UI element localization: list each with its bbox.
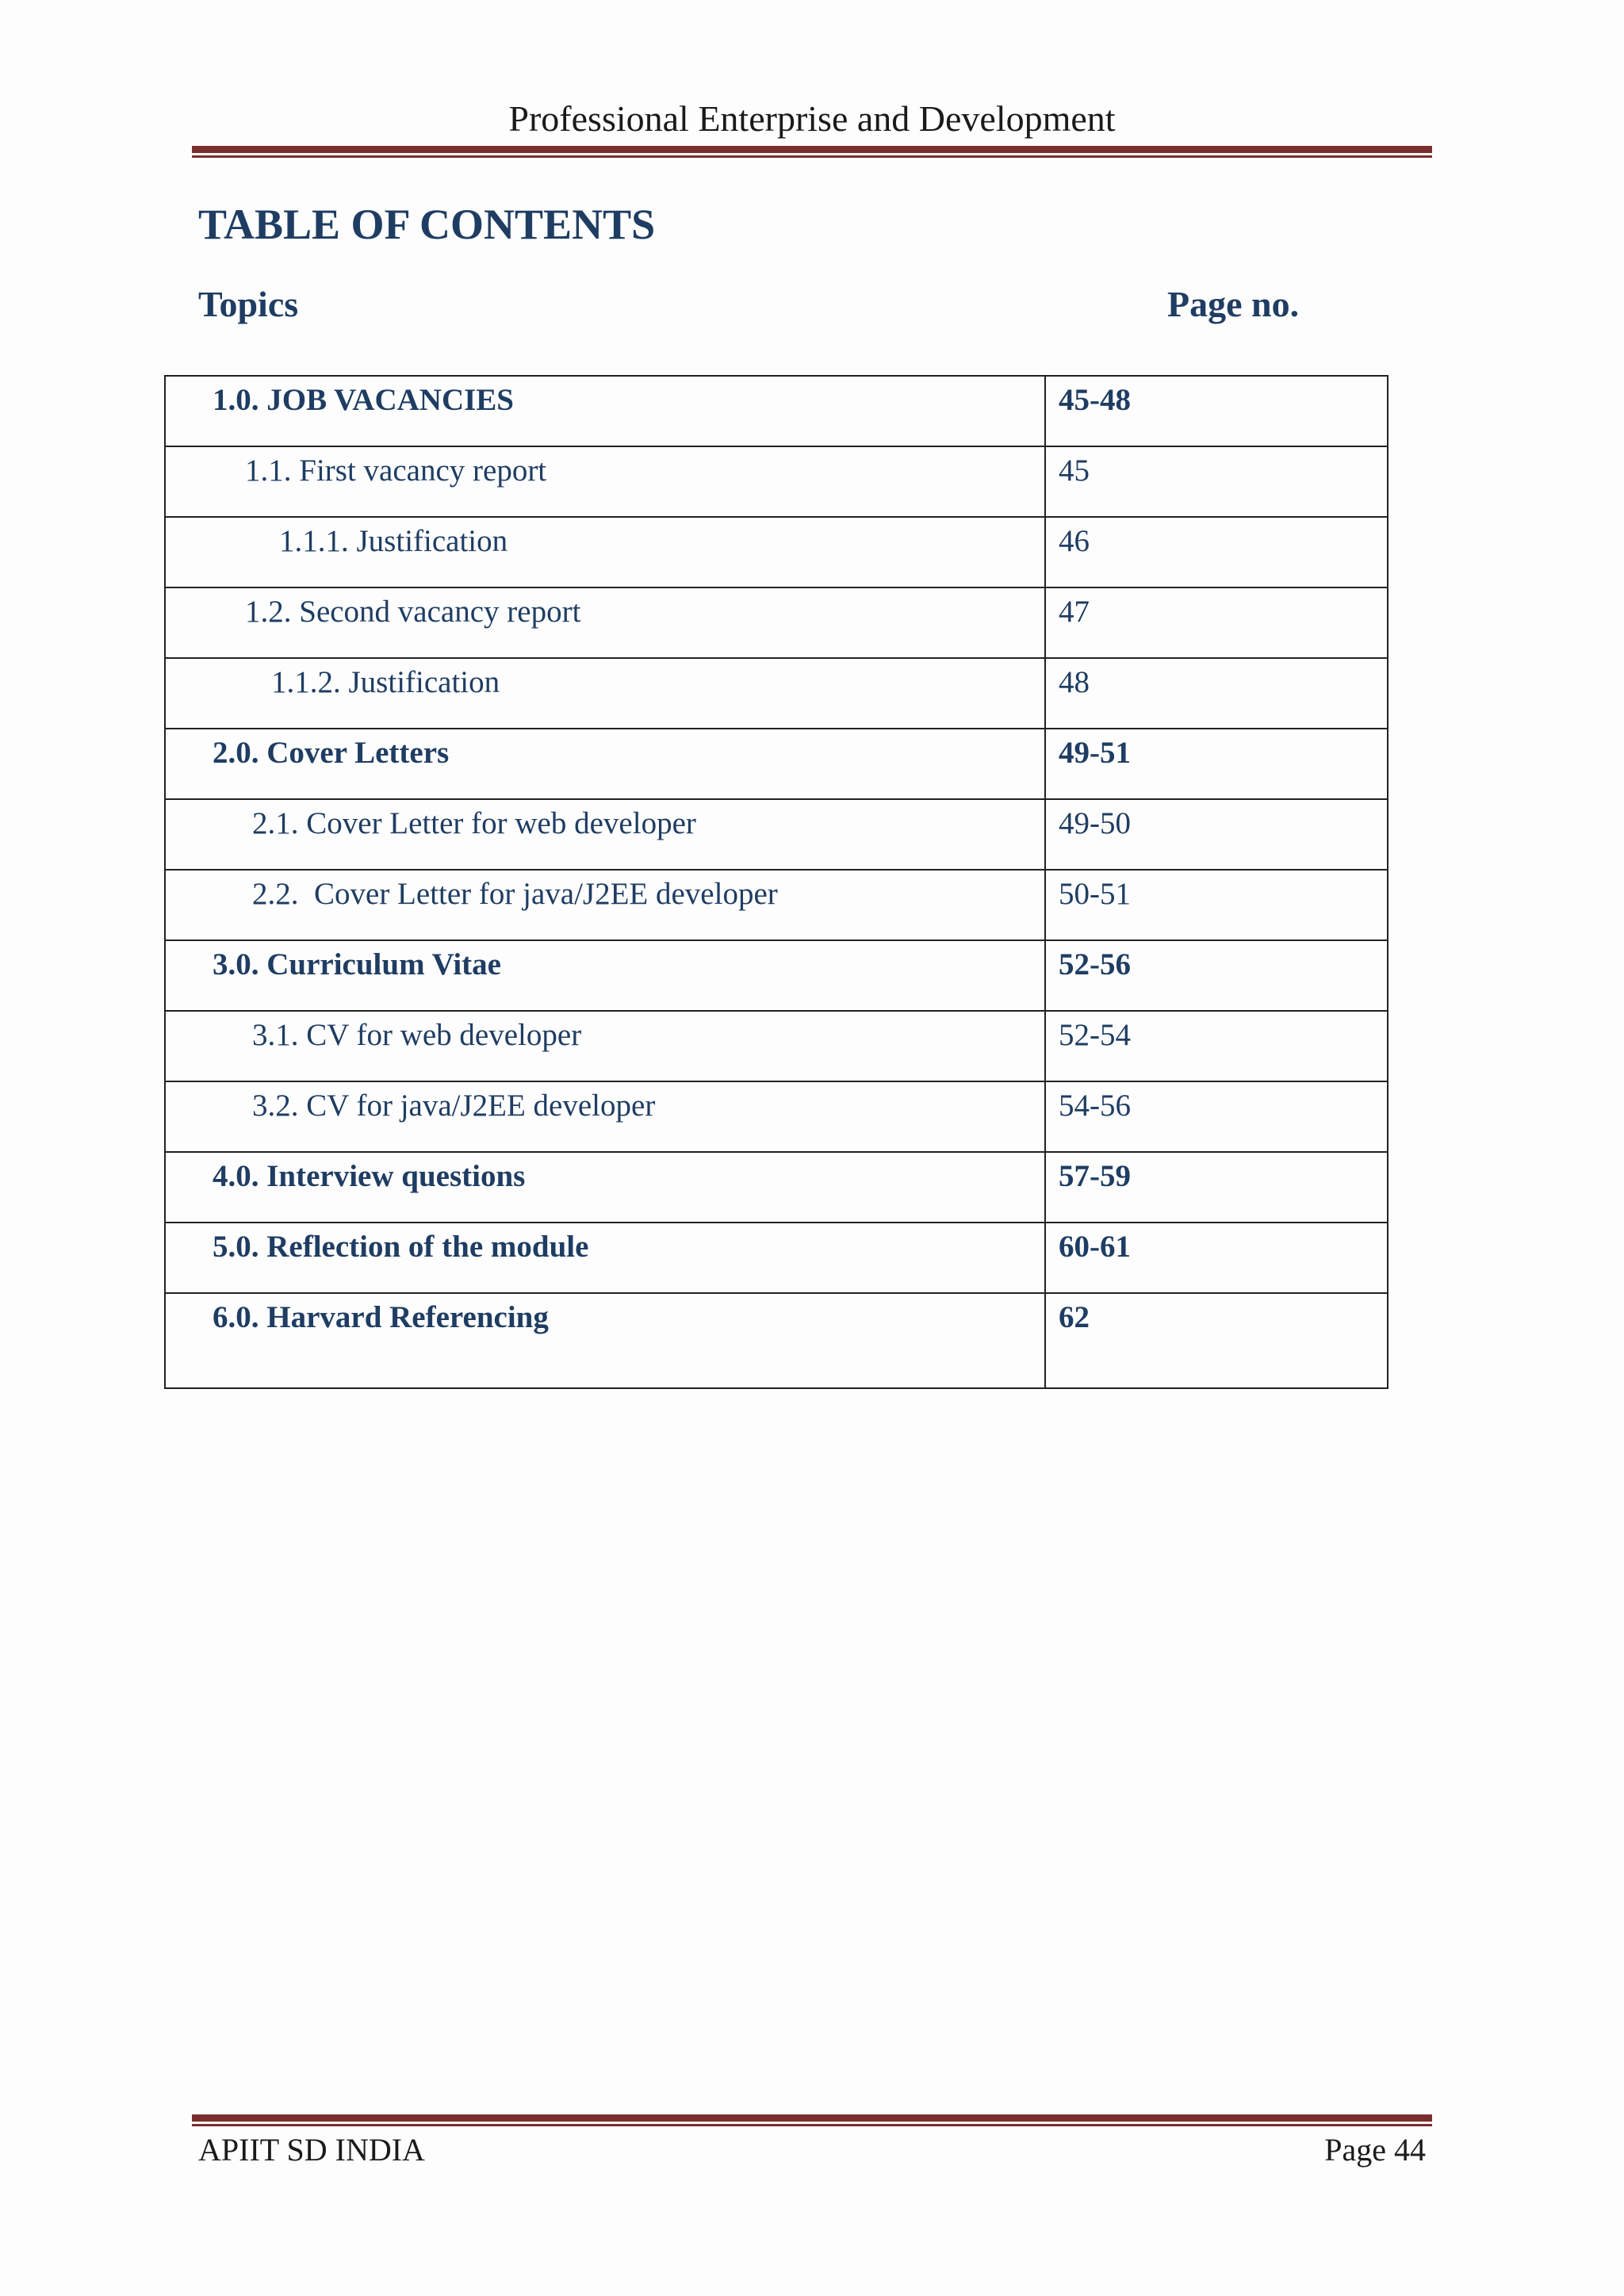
toc-page: 46	[1059, 524, 1090, 558]
toc-page-cell	[1045, 376, 1388, 446]
toc-topic-cell	[165, 940, 1045, 1011]
toc-page: 52-54	[1059, 1018, 1131, 1052]
toc-page: 54-56	[1059, 1089, 1131, 1123]
table-row	[165, 1011, 1388, 1081]
toc-page: 52-56	[1059, 947, 1131, 982]
table-row	[165, 1152, 1388, 1223]
table-row	[165, 376, 1388, 446]
toc-topic: 1.0. JOB VACANCIES	[213, 383, 514, 417]
toc-topic: 1.1. First vacancy report	[245, 453, 547, 488]
toc-topic: 4.0. Interview questions	[213, 1159, 526, 1193]
toc-page-cell	[1045, 1152, 1388, 1223]
table-row	[165, 729, 1388, 799]
toc-topic-cell	[165, 517, 1045, 587]
toc-topic-cell	[165, 1223, 1045, 1293]
table-row	[165, 517, 1388, 587]
toc-topic: 2.1. Cover Letter for web developer	[252, 806, 696, 840]
toc-topic-cell	[165, 799, 1045, 870]
toc-topic: 2.0. Cover Letters	[213, 736, 450, 770]
toc-topic-cell	[165, 1152, 1045, 1223]
toc-page: 49-51	[1059, 736, 1131, 770]
toc-page-cell	[1045, 729, 1388, 799]
page-title: TABLE OF CONTENTS	[198, 201, 656, 248]
table-row	[165, 587, 1388, 658]
toc-page-cell	[1045, 1011, 1388, 1081]
toc-topic: 6.0. Harvard Referencing	[213, 1300, 549, 1334]
toc-table	[164, 375, 1388, 1389]
running-header: Professional Enterprise and Development	[508, 98, 1116, 139]
toc-page-cell	[1045, 870, 1388, 940]
table-row	[165, 940, 1388, 1011]
toc-page-cell	[1045, 1081, 1388, 1152]
toc-topic-cell	[165, 658, 1045, 729]
toc-topic-cell	[165, 1081, 1045, 1152]
toc-topic-cell	[165, 376, 1045, 446]
toc-topic-cell	[165, 870, 1045, 940]
toc-page: 45-48	[1059, 383, 1131, 417]
topics-column-header: Topics	[198, 284, 299, 324]
toc-topic: 3.1. CV for web developer	[252, 1018, 582, 1052]
table-row	[165, 446, 1388, 517]
toc-page-cell	[1045, 1293, 1388, 1388]
toc-topic-cell	[165, 446, 1045, 517]
toc-page: 49-50	[1059, 806, 1131, 840]
toc-page-cell	[1045, 587, 1388, 658]
toc-topic: 2.2. Cover Letter for java/J2EE developer	[252, 877, 778, 911]
table-row	[165, 1223, 1388, 1293]
toc-page: 47	[1059, 595, 1090, 629]
toc-page: 48	[1059, 665, 1090, 699]
footer-rule	[192, 2114, 1432, 2126]
toc-topic: 5.0. Reflection of the module	[213, 1230, 589, 1264]
toc-page-cell	[1045, 446, 1388, 517]
table-row	[165, 658, 1388, 729]
toc-topic-cell	[165, 1293, 1045, 1388]
footer-organization: APIIT SD INDIA	[198, 2132, 425, 2168]
toc-page-cell	[1045, 517, 1388, 587]
toc-topic: 1.1.1. Justification	[279, 524, 508, 558]
header-rule	[192, 146, 1432, 158]
toc-topic: 3.2. CV for java/J2EE developer	[252, 1089, 656, 1123]
table-row	[165, 1081, 1388, 1152]
table-row	[165, 870, 1388, 940]
page-number: Page 44	[1324, 2132, 1426, 2168]
toc-page: 57-59	[1059, 1159, 1131, 1193]
toc-topic: 1.1.2. Justification	[271, 665, 500, 699]
toc-topic-cell	[165, 729, 1045, 799]
toc-page: 45	[1059, 453, 1090, 488]
toc-topic-cell	[165, 1011, 1045, 1081]
table-row	[165, 799, 1388, 870]
toc-page-cell	[1045, 799, 1388, 870]
toc-topic: 3.0. Curriculum Vitae	[213, 947, 501, 982]
toc-page-cell	[1045, 940, 1388, 1011]
toc-page-cell	[1045, 658, 1388, 729]
toc-page: 50-51	[1059, 877, 1131, 911]
table-row	[165, 1293, 1388, 1388]
toc-page: 62	[1059, 1300, 1090, 1334]
page-no-column-header: Page no.	[1167, 284, 1300, 324]
toc-page: 60-61	[1059, 1230, 1131, 1264]
toc-topic-cell	[165, 587, 1045, 658]
toc-topic: 1.2. Second vacancy report	[245, 595, 581, 629]
toc-page-cell	[1045, 1223, 1388, 1293]
